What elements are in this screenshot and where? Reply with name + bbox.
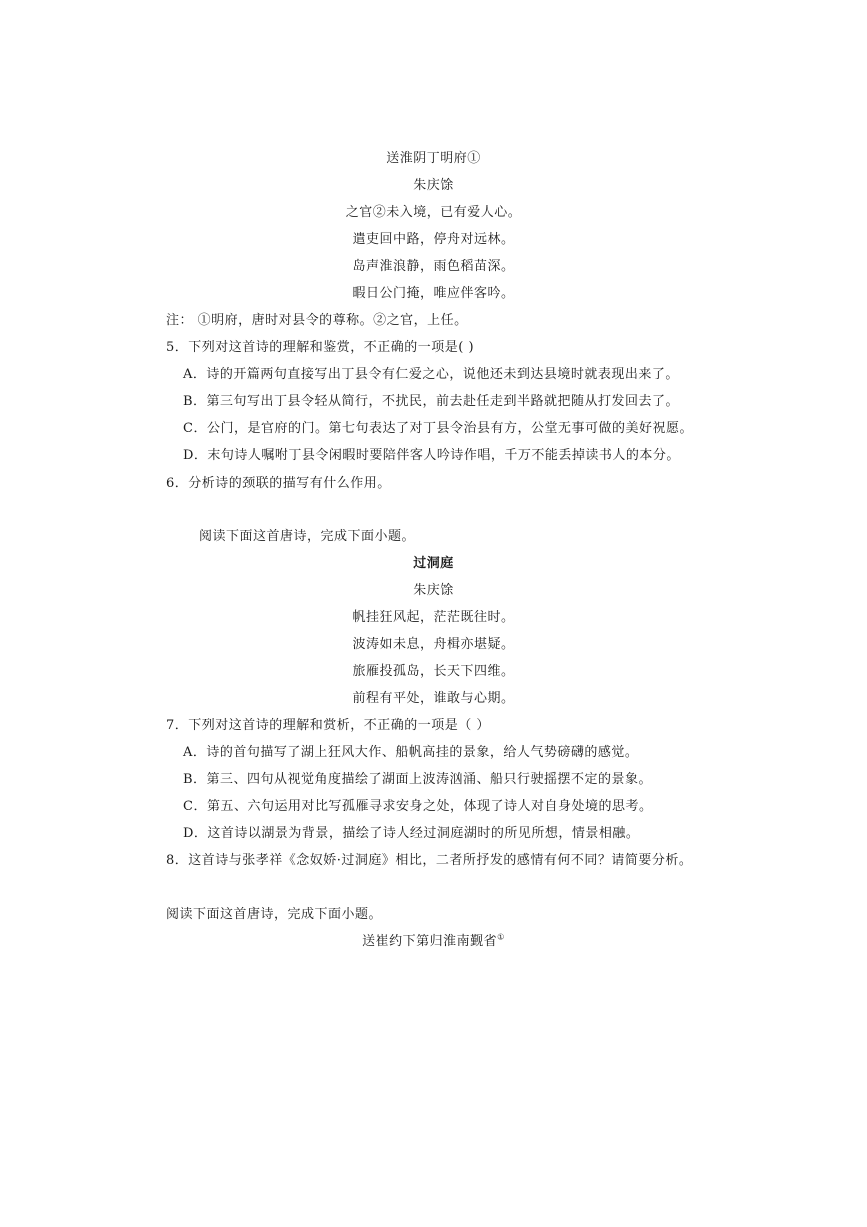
question-7-stem: 7．下列对这首诗的理解和赏析，不正确的一项是（ ） [166, 718, 490, 733]
question-7-option-c: C．第五、六句运用对比写孤雁寻求安身之处，体现了诗人对自身处境的思考。 [183, 799, 653, 814]
poem2-line-3: 旅雁投孤岛，长天下四维。 [352, 664, 515, 679]
question-7-option-b: B．第三、四句从视觉角度描绘了湖面上波涛汹涌、船只行驶摇摆不定的景象。 [183, 772, 653, 787]
poem1-line-2: 遣吏回中路，停舟对远林。 [352, 232, 515, 247]
poem3-title-footnote-mark: ① [497, 932, 505, 942]
poem2-line-2: 波涛如未息，舟楫亦堪疑。 [352, 637, 515, 652]
poem2-line-1: 帆挂狂风起，茫茫既往时。 [352, 610, 515, 625]
question-6-stem: 6．分析诗的颈联的描写有什么作用。 [166, 476, 391, 491]
poem1-note: 注： ①明府，唐时对县令的尊称。②之官，上任。 [166, 313, 468, 328]
question-5-option-c: C．公门，是官府的门。第七句表达了对丁县令治县有方，公堂无事可做的美好祝愿。 [183, 421, 693, 436]
question-8-stem: 8．这首诗与张孝祥《念奴娇·过洞庭》相比，二者所抒发的感情有何不同？请简要分析。 [166, 853, 693, 868]
poem1-line-3: 岛声淮浪静，雨色稻苗深。 [352, 259, 515, 274]
poem3-title [0, 934, 867, 950]
section3-intro: 阅读下面这首唐诗，完成下面小题。 [166, 907, 383, 922]
poem1-author: 朱庆馀 [413, 178, 454, 193]
section2-intro: 阅读下面这首唐诗，完成下面小题。 [199, 529, 416, 544]
question-5-option-d: D．末句诗人嘱咐丁县令闲暇时要陪伴客人吟诗作唱，千万不能丢掉读书人的本分。 [183, 448, 680, 463]
question-5-option-b: B．第三句写出丁县令轻从简行，不扰民，前去赴任走到半路就把随从打发回去了。 [183, 394, 680, 409]
question-7-option-a: A．诗的首句描写了湖上狂风大作、船帆高挂的景象，给人气势磅礴的感觉。 [183, 745, 639, 760]
poem2-title: 过洞庭 [413, 556, 454, 571]
poem3-title-text: 送崔约下第归淮南觐省 [362, 934, 498, 949]
poem1-title: 送淮阴丁明府① [386, 151, 481, 166]
poem1-line-1: 之官②未入境，已有爱人心。 [345, 205, 522, 220]
poem2-line-4: 前程有平处，谁敢与心期。 [352, 691, 515, 706]
poem1-line-4: 暇日公门掩，唯应伴客吟。 [352, 286, 515, 301]
question-5-option-a: A．诗的开篇两句直接写出丁县令有仁爱之心，说他还未到达县境时就表现出来了。 [183, 367, 679, 382]
poem2-author: 朱庆馀 [413, 583, 454, 598]
question-7-option-d: D．这首诗以湖景为背景，描绘了诗人经过洞庭湖时的所见所想，情景相融。 [183, 826, 640, 841]
question-5-stem: 5．下列对这首诗的理解和鉴赏，不正确的一项是( ) [166, 340, 475, 355]
